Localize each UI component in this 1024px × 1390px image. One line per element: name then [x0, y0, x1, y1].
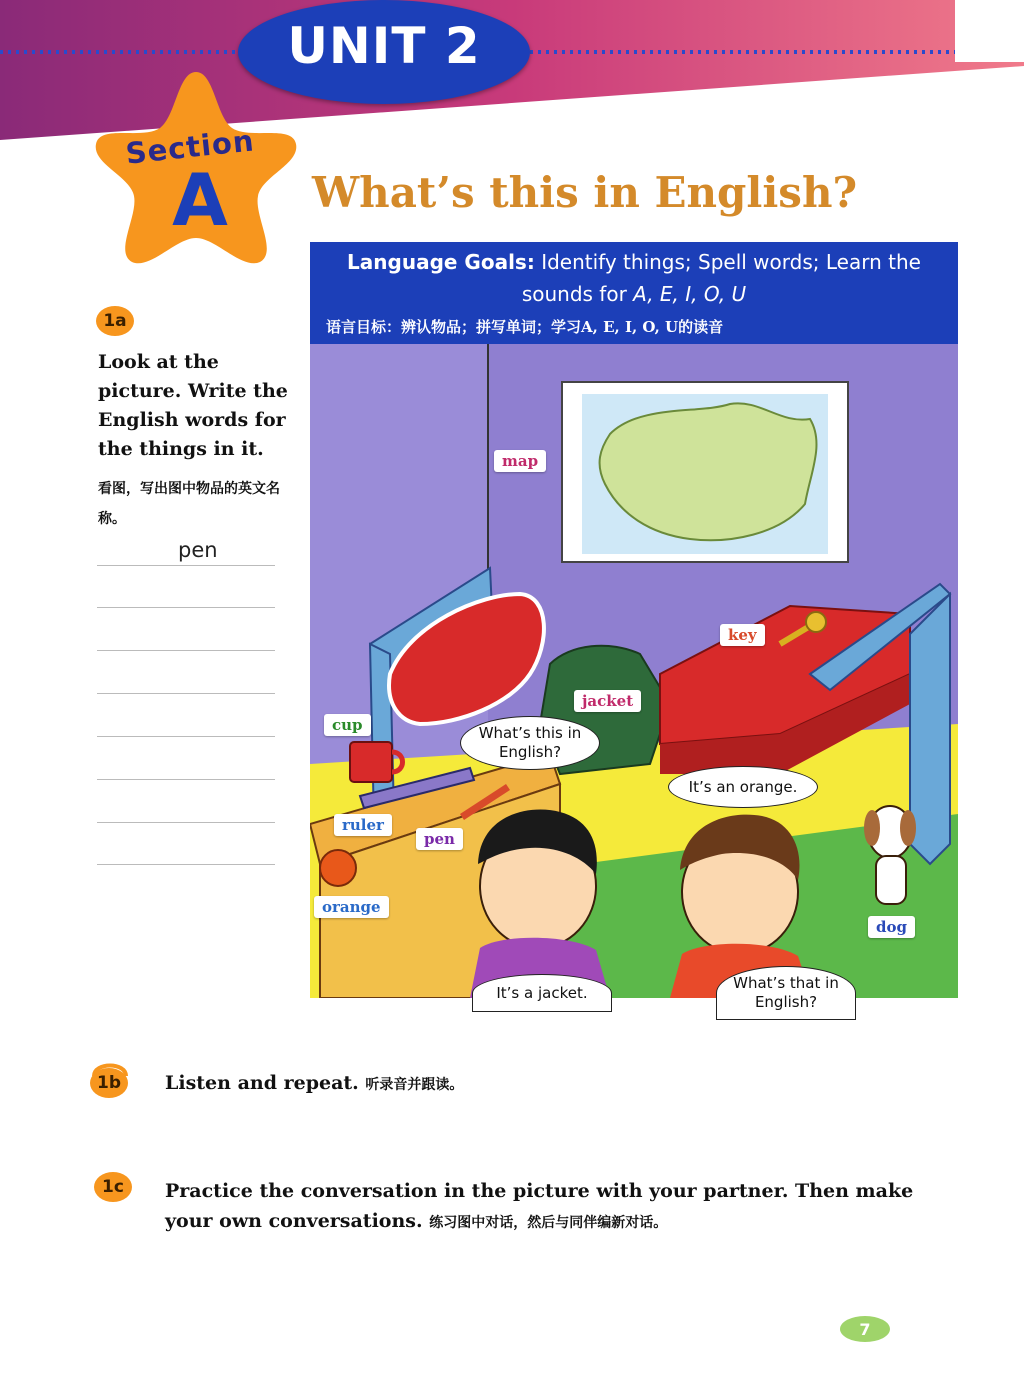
goals-text: Identify things; Spell words; Learn the [541, 250, 921, 274]
scene-label-jacket: jacket [574, 690, 641, 712]
goals-line2-prefix: sounds for [521, 282, 627, 306]
scene-label-dog: dog [868, 916, 915, 938]
answer-line[interactable] [97, 693, 275, 694]
goals-chinese: 语言目标：辨认物品；拼写单词；学习A, E, I, O, U的读音 [326, 318, 724, 336]
answer-line[interactable] [97, 607, 275, 608]
instruction-1b-chinese: 听录音并跟读。 [365, 1077, 464, 1093]
activity-marker-1a: 1a [96, 306, 134, 336]
goals-line-1 [310, 250, 958, 274]
activity-marker-1c: 1c [94, 1172, 132, 1202]
answer-line[interactable] [97, 864, 275, 865]
answer-line[interactable] [97, 650, 275, 651]
section-letter: A [172, 158, 228, 242]
speech-bubble-its-a-jacket: It’s a jacket. [472, 974, 612, 1012]
lesson-title: What’s this in English? [312, 168, 858, 217]
scene-label-key: key [720, 624, 765, 646]
answer-line[interactable] [97, 822, 275, 823]
answer-line[interactable] [97, 565, 275, 566]
answer-line[interactable] [97, 779, 275, 780]
instruction-1a: Look at the picture. Write the English words for the things in it. [98, 351, 288, 460]
instruction-1c-text: Practice the conversation in the picture with your partner. Then make your own conversations. [165, 1180, 914, 1232]
scene-label-ruler: ruler [334, 814, 392, 836]
instruction-1b-text: Listen and repeat. [165, 1072, 359, 1094]
speech-bubble-whats-that: What’s that in English? [716, 966, 856, 1020]
language-goals-box [310, 242, 958, 344]
goals-line-2 [310, 282, 958, 306]
unit-title: UNIT 2 [287, 17, 481, 75]
answer-line[interactable] [97, 736, 275, 737]
bedroom-scene-illustration [310, 344, 958, 1011]
goals-label: Language Goals: [347, 250, 535, 274]
instruction-1b [165, 1072, 463, 1094]
scene-drawing [310, 344, 958, 998]
page-number: 7 [840, 1316, 890, 1342]
scene-label-cup: cup [324, 714, 371, 736]
instruction-1c [165, 1176, 965, 1238]
instruction-1a-chinese: 看图，写出图中物品的英文名称。 [98, 481, 280, 527]
goals-letters: A, E, I, O, U [633, 282, 747, 306]
section-word: Section [124, 123, 256, 171]
instruction-1c-chinese: 练习图中对话，然后与同伴编新对话。 [429, 1215, 668, 1231]
scene-label-orange: orange [314, 896, 389, 918]
scene-label-map: map [494, 450, 546, 472]
scene-label-pen: pen [416, 828, 463, 850]
speech-bubble-its-an-orange: It’s an orange. [668, 766, 818, 808]
activity-marker-1b: 1b [90, 1068, 128, 1098]
example-answer: pen [178, 538, 218, 562]
speech-bubble-whats-this: What’s this in English? [460, 716, 600, 770]
headphones-icon [90, 1060, 130, 1076]
